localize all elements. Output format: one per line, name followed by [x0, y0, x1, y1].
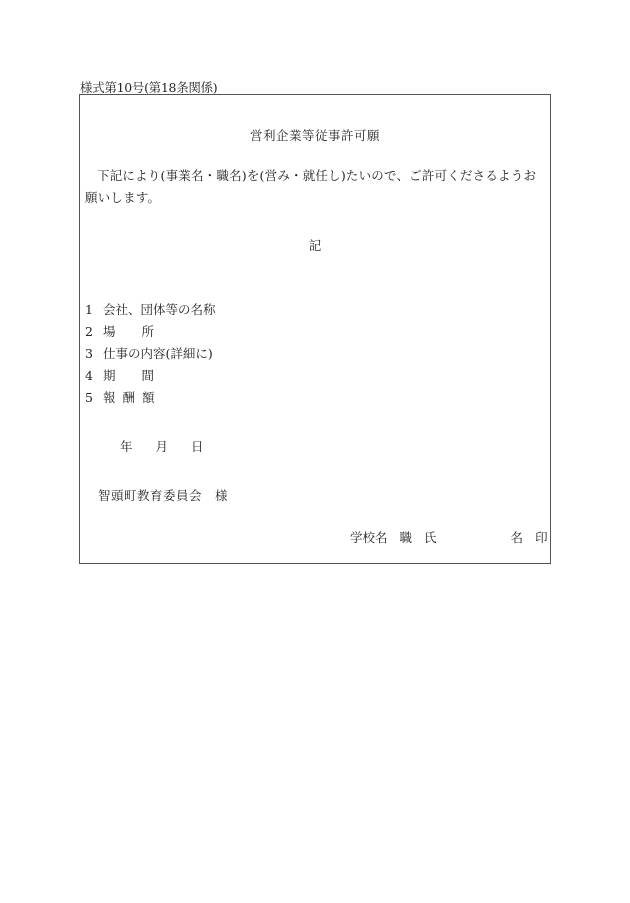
application-form [79, 94, 551, 564]
seal-label: 印 [535, 530, 548, 545]
item-label-organization: 会社、団体等の名称 [103, 302, 216, 317]
item-number: 1 [85, 302, 93, 317]
given-name-label: 名 [510, 530, 524, 545]
addressee: 智頭町教育委員会 様 [98, 488, 229, 503]
form-number-label: 様式第10号(第18条関係) [80, 80, 218, 95]
school-name-label: 学校名 [350, 530, 388, 545]
day-label: 日 [191, 439, 204, 454]
month-label: 月 [155, 439, 169, 454]
surname-label: 氏 [424, 530, 437, 545]
ki-heading: 記 [308, 238, 322, 253]
list-item [85, 365, 216, 387]
form-title: 営利企業等従事許可願 [249, 128, 380, 143]
request-text: 下記により(事業名・職名)を(営み・就任し)たいので、ご許可くださるようお願いします。 [85, 168, 537, 205]
list-item [85, 321, 216, 343]
item-label-period: 期間 [103, 368, 181, 383]
list-item [85, 387, 216, 409]
item-number: 5 [85, 390, 93, 405]
item-label-remuneration: 報酬額 [103, 390, 162, 405]
item-list [85, 299, 216, 409]
list-item [85, 343, 216, 365]
date-line [120, 437, 204, 455]
signature-line [350, 528, 548, 546]
item-label-job-content: 仕事の内容(詳細に) [103, 346, 213, 361]
item-number: 2 [85, 324, 93, 339]
job-label: 職 [399, 530, 413, 545]
list-item [85, 299, 216, 321]
item-label-place: 場所 [103, 324, 181, 339]
item-number: 3 [85, 346, 93, 361]
item-number: 4 [85, 368, 93, 383]
year-label: 年 [120, 439, 133, 454]
